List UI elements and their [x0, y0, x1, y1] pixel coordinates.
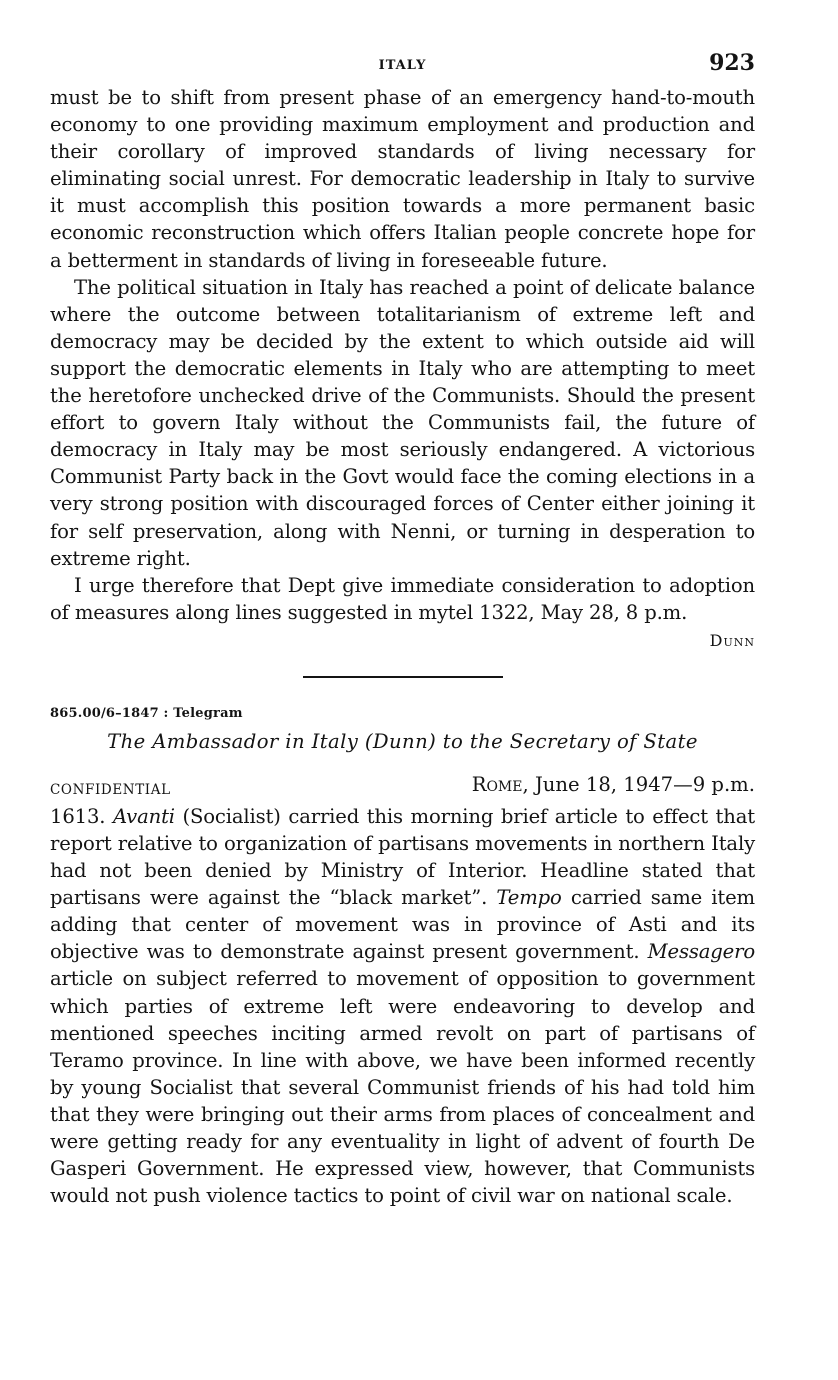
newspaper-tempo: Tempo: [496, 886, 562, 910]
date-time: , June 18, 1947—9 p.m.: [522, 772, 755, 796]
running-title: ITALY: [378, 58, 427, 73]
section-divider: [303, 676, 503, 678]
newspaper-avanti: Avanti: [112, 804, 175, 828]
signature: Dunn: [709, 630, 755, 650]
dateline: [50, 773, 755, 803]
page-number: 923: [709, 50, 755, 76]
running-header: [50, 50, 755, 84]
place-name: Rome: [471, 772, 523, 796]
document-page: [50, 50, 755, 1209]
political-situation-paragraph: The political situation in Italy has reached a point of delicate balance where the outcome between totalitarianism of extreme left and democracy may be decided by the extent to which outside aid will support the democratic elements in Italy who are attempting to meet the heretofore unchecked drive of the Communists. Should the present effort to govern Italy without the Communists fail, the future of democracy in Italy may be most seriously endangered. A victorious Communist Party back in the Govt would face the coming elections in a very strong position with discouraged forces of Center either joining it for self preservation, along with Nenni, or turning in desperation to extreme right.: [50, 275, 755, 570]
body-text-2: carried same item adding that center of movement was in province of Asti and its objective was to demonstrate against present government.: [50, 886, 755, 964]
classification-label: CONFIDENTIAL: [50, 781, 171, 798]
newspaper-messagero: Messagero: [647, 940, 755, 964]
telegram-body: [50, 803, 755, 1209]
place-date: [472, 773, 755, 796]
continued-paragraph: must be to shift from present phase of an emergency hand-to-mouth economy to one providing maximum employment and production and their corollary of improved standards of living necessary for eliminating social unrest. For democratic leadership in Italy to survive it must accomplish this position towards a more permanent basic economic reconstruction which offers Italian people concrete hope for a betterment in standards of living in foreseeable future.: [50, 86, 755, 272]
telegram-number: 1613.: [50, 804, 106, 828]
urge-paragraph: I urge therefore that Dept give immediate consideration to adoption of measures along lines suggested in mytel 1322, May 28, 8 p.m.: [50, 573, 755, 624]
body-text-3: article on subject referred to movement of opposition to government which parties of extreme left were endeavoring to develop and mentioned speeches inciting armed revolt on part of partisans of Teramo province. In line with above, we have been informed recently by young Socialist that several Communist friends of his had told him that they were bringing out their arms from places of concealment and were getting ready for any eventuality in light of advent of fourth De Gasperi Government. He expressed view, however, that Communists would not push violence tactics to point of civil war on national scale.: [50, 967, 755, 1208]
body-text-1: (Socialist) carried this morning brief article to effect that report relative to organization of partisans movements in northern Italy had not been denied by Ministry of Interior. Headline stated that partisans were against the “black market”.: [50, 804, 755, 910]
file-reference: 865.00/6–1847 : Telegram: [50, 705, 243, 721]
document-title: The Ambassador in Italy (Dunn) to the Secretary of State: [107, 729, 698, 753]
